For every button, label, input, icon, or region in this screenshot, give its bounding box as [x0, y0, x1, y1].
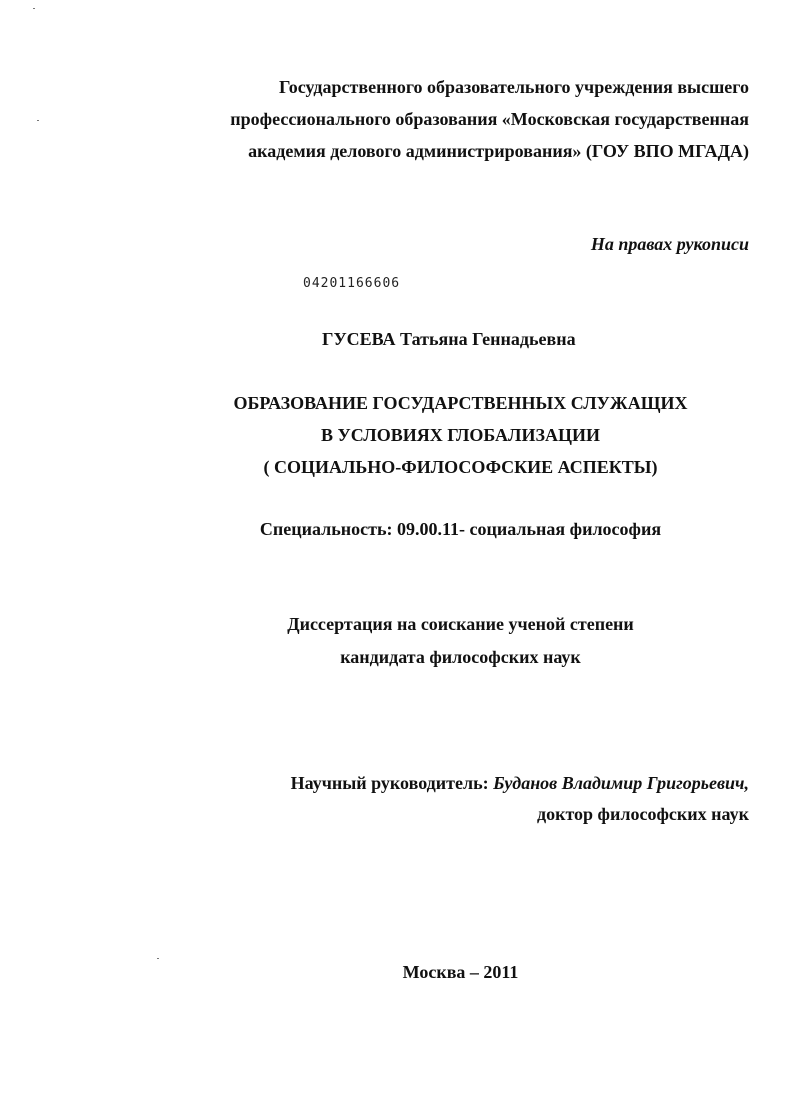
scan-speck [37, 120, 39, 121]
supervisor-line [291, 772, 749, 794]
institution-line-1: Государственного образовательного учреждения высшего [278, 77, 749, 97]
supervisor-degree: доктор философских наук [536, 804, 749, 824]
dissertation-line-1: Диссертация на соискание ученой степени [287, 614, 634, 634]
supervisor-label: Научный руководитель: [290, 773, 489, 793]
city-year: Москва – 2011 [402, 962, 519, 982]
title-line-2: В УСЛОВИЯХ ГЛОБАЛИЗАЦИИ [321, 425, 600, 445]
scan-speck [157, 958, 159, 959]
supervisor-name: Буданов Владимир Григорьевич, [493, 773, 749, 793]
specialty: Специальность: 09.00.11- социальная философия [259, 519, 662, 539]
institution-line-3: академия делового администрирования» (ГОУ ВПО МГАДА) [248, 141, 749, 161]
stamp-number: 04201166606 [303, 276, 401, 291]
manuscript-note: На правах рукописи [590, 234, 749, 254]
dissertation-line-2: кандидата философских наук [340, 647, 581, 667]
title-line-3: ( СОЦИАЛЬНО-ФИЛОСОФСКИЕ АСПЕКТЫ) [263, 457, 658, 477]
author-name: ГУСЕВА Татьяна Геннадьевна [322, 329, 576, 349]
institution-line-2: профессионального образования «Московская государственная [230, 109, 749, 129]
scan-speck [33, 8, 35, 9]
title-line-1: ОБРАЗОВАНИЕ ГОСУДАРСТВЕННЫХ СЛУЖАЩИХ [233, 393, 688, 413]
